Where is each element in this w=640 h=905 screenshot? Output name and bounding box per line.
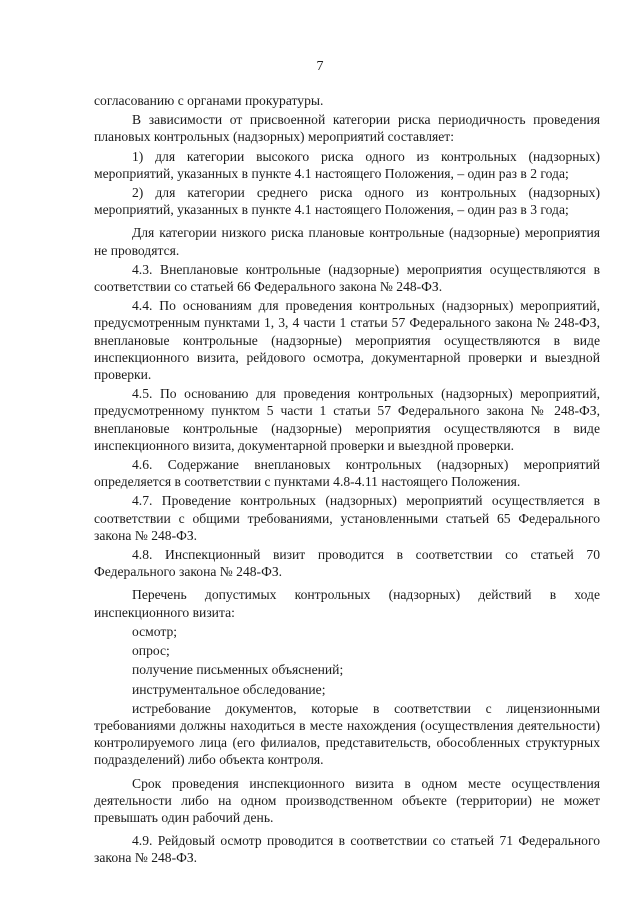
paragraph-4-8: 4.8. Инспекционный визит проводится в соответствии со статьей 70 Федерального закона № 248-ФЗ. [94,547,600,580]
paragraph-4-4: 4.4. По основаниям для проведения контрольных (надзорных) мероприятий, предусмотренным пунктами 1, 3, 4 части 1 статьи 57 Федерального закона № 248-ФЗ, внеплановые контрольные (надзорные) мероприятия осуществляются в виде инспекционного визита, рейдового осмотра, документарной проверки и выездной проверки. [94,298,600,383]
paragraph-high-risk: 1) для категории высокого риска одного из контрольных (надзорных) мероприятий, указанных в пункте 4.1 настоящего Положения, – один раз в 2 года; [94,148,600,181]
paragraph-4-6: 4.6. Содержание внеплановых контрольных (надзорных) мероприятий определяется в соответствии с пунктами 4.8-4.11 настоящего Положения. [94,457,600,490]
paragraph-4-5: 4.5. По основанию для проведения контрольных (надзорных) мероприятий, предусмотренному пунктом 5 части 1 статьи 57 Федерального закона № 248-ФЗ, внеплановые контрольные (надзорные) мероприятия осуществляются в виде инспекционного визита, документарной проверки и выездной проверки. [94,386,600,453]
paragraph-4-7: 4.7. Проведение контрольных (надзорных) мероприятий осуществляется в соответствии с общими требованиями, установленными статьей 65 Федерального закона № 248-ФЗ. [94,493,600,543]
paragraph-visit-duration: Срок проведения инспекционного визита в одном месте осуществления деятельности либо на одном производственном объекте (территории) не может превышать один рабочий день. [94,775,600,825]
page-number: 7 [316,59,324,74]
paragraph-4-3: 4.3. Внеплановые контрольные (надзорные) мероприятия осуществляются в соответствии со статьей 66 Федерального закона № 248-ФЗ. [94,261,600,295]
paragraph-risk-intro: В зависимости от присвоенной категории риска периодичность проведения плановых контрольных (надзорных) мероприятий составляет: [94,112,600,145]
document-body [94,92,600,869]
paragraph-low-risk: Для категории низкого риска плановые контрольные (надзорные) мероприятия не проводятся. [94,225,600,258]
paragraph-actions-intro: Перечень допустимых контрольных (надзорных) действий в ходе инспекционного визита: [94,587,600,620]
paragraph-continuation: согласованию с органами прокуратуры. [94,93,324,108]
list-item: получение письменных объяснений; [132,662,344,678]
paragraph-document-request: истребование документов, которые в соответствии с лицензионными требованиями должны находиться в месте нахождения (осуществления деятельности) контролируемого лица (его филиалов, представительств, обособленных структурных подразделений) либо объекта контроля. [94,700,600,768]
list-item: осмотр; [132,623,178,639]
paragraph-medium-risk: 2) для категории среднего риска одного из контрольных (надзорных) мероприятий, указанных в пункте 4.1 настоящего Положения, – один раз в 3 года; [94,185,600,218]
list-item: инструментальное обследование; [132,681,326,697]
list-item: опрос; [132,643,170,659]
paragraph-4-9: 4.9. Рейдовый осмотр проводится в соответствии со статьей 71 Федерального закона № 248-ФЗ. [94,833,600,866]
